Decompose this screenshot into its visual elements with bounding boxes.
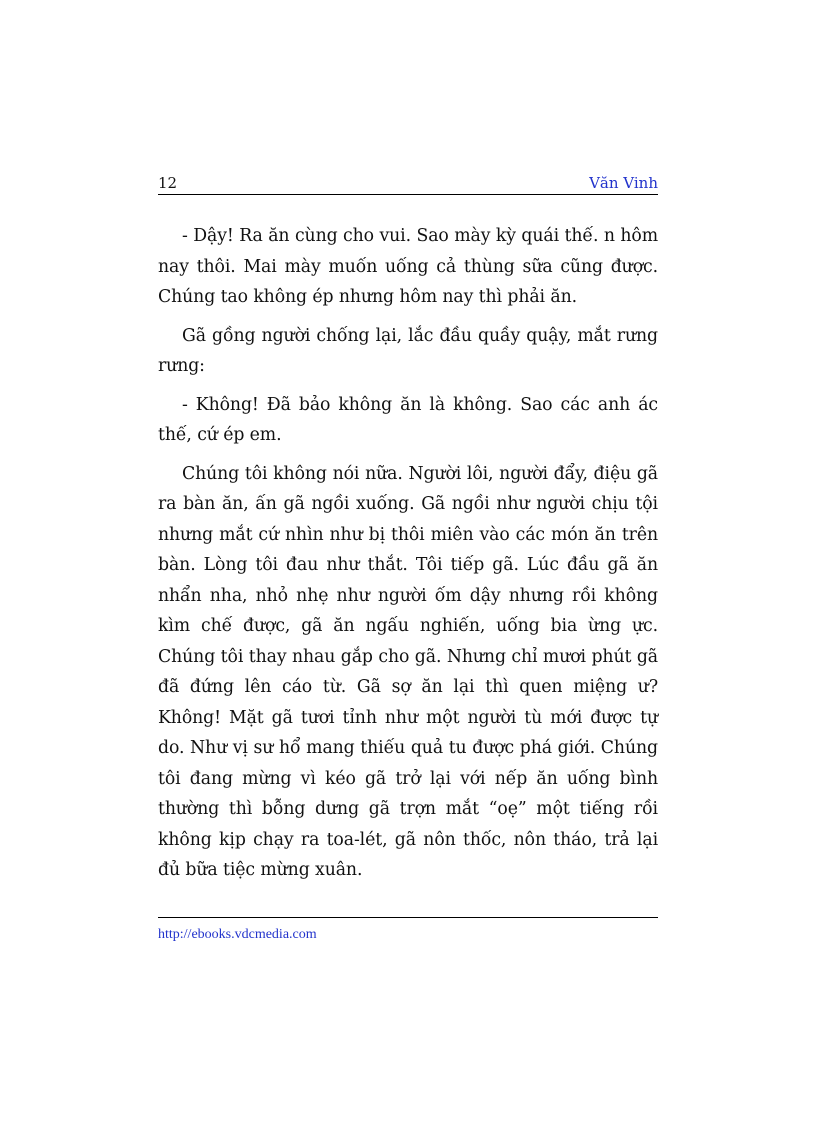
running-title-author: Văn Vinh [589, 174, 658, 192]
footer-source-link[interactable]: http://ebooks.vdcmedia.com [158, 927, 317, 942]
footer-divider [158, 917, 658, 918]
page-header [158, 172, 658, 195]
page-number: 12 [158, 174, 178, 192]
paragraph-dialogue-1: - Dậy! Ra ăn cùng cho vui. Sao mày kỳ quái thế. n hôm nay thôi. Mai mày muốn uống cả thùng sữa cũng được. Chúng tao không ép nhưng hôm nay thì phải ăn. [158, 226, 658, 307]
paragraph-narration-1: Gã gồng người chống lại, lắc đầu quầy quậy, mắt rưng rưng: [158, 325, 658, 376]
page-body [158, 221, 658, 894]
paragraph-dialogue-2: - Không! Đã bảo không ăn là không. Sao các anh ác thế, cứ ép em. [158, 394, 658, 445]
paragraph-narration-2: Chúng tôi không nói nữa. Người lôi, người đẩy, điệu gã ra bàn ăn, ấn gã ngồi xuống. Gã ngồi như người chịu tội nhưng mắt cứ nhìn như bị thôi miên vào các món ăn trên bàn. Lòng tôi đau như thắt. Tôi tiếp gã. Lúc đầu gã ăn nhẩn nha, nhỏ nhẹ như người ốm dậy nhưng rồi không kìm chế được, gã ăn ngấu nghiến, uống bia ừng ực. Chúng tôi thay nhau gắp cho gã. Nhưng chỉ mươi phút gã đã đứng lên cáo từ. Gã sợ ăn lại thì quen miệng ư? Không! Mặt gã tươi tỉnh như một người tù mới được tự do. Như vị sư hổ mang thiếu quả tu được phá giới. Chúng tôi đang mừng vì kéo gã trở lại với nếp ăn uống bình thường thì bỗng dưng gã trợn mắt “oẹ” một tiếng rồi không kịp chạy ra toa-lét, gã nôn thốc, nôn tháo, trả lại đủ bữa tiệc mừng xuân. [158, 463, 658, 880]
book-page [158, 0, 658, 1123]
